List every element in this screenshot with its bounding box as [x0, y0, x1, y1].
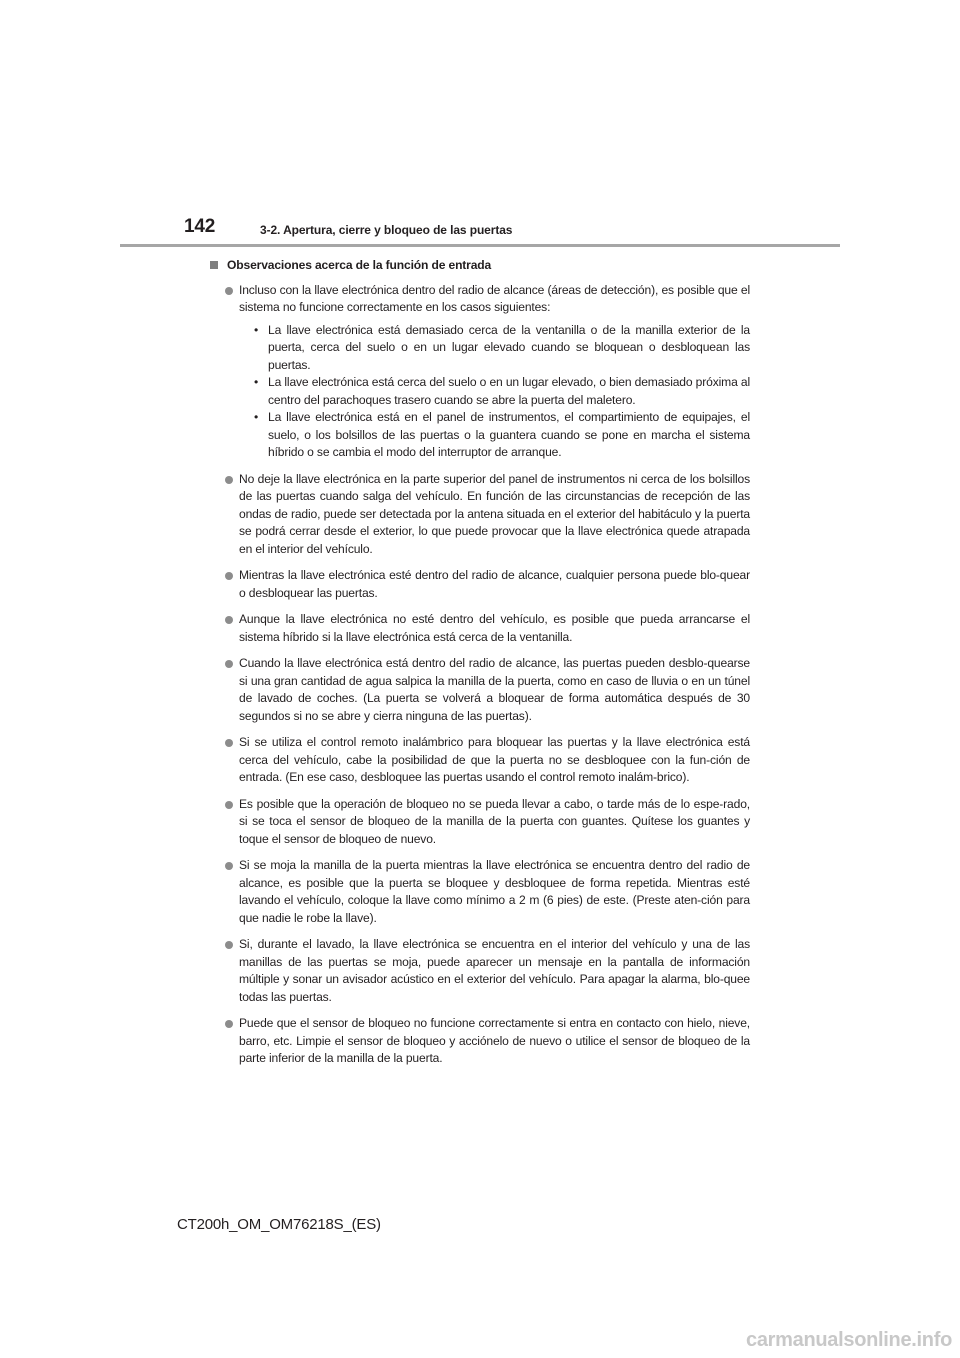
sub-item-text: La llave electrónica está demasiado cerca de la ventanilla o de la manilla exterior de la puerta, cerca del suelo o en un lugar elevado cuando se bloquean o desbloquean las puertas.	[268, 322, 750, 372]
item-text: Incluso con la llave electrónica dentro del radio de alcance (áreas de detección), es posible que el sistema no funcione correctamente en los casos siguientes:	[239, 282, 750, 314]
header-divider	[120, 244, 840, 247]
circle-bullet-icon	[225, 1020, 233, 1028]
circle-bullet-icon	[225, 660, 233, 668]
circle-bullet-icon	[225, 941, 233, 949]
list-item	[210, 655, 750, 725]
square-bullet-icon	[210, 261, 218, 269]
sub-list-item	[253, 322, 750, 375]
sub-list-item	[253, 374, 750, 409]
subheading-text: Observaciones acerca de la función de entrada	[227, 258, 492, 272]
circle-bullet-icon	[225, 616, 233, 624]
list-item	[210, 567, 750, 602]
sub-bullet: •	[254, 375, 259, 389]
document-code: CT200h_OM_OM76218S_(ES)	[177, 1216, 381, 1233]
subheading	[210, 257, 750, 275]
item-text: Aunque la llave electrónica no esté dentro del vehículo, es posible que pueda arrancarse el sistema híbrido si la llave electrónica está cerca de la ventanilla.	[239, 612, 750, 644]
item-text: Cuando la llave electrónica está dentro del radio de alcance, las puertas pueden desblo-quearse si una gran cantidad de agua salpica la manilla de la puerta, como en caso de lluvia o en un túnel de lavado de coches. (La puerta se volverá a bloquear de forma automática después de 30 segundos si no se abre y cierra ninguna de las puertas).	[239, 656, 750, 723]
list-item	[210, 282, 750, 462]
watermark: carmanualsonline.info	[746, 1329, 952, 1351]
item-text: Puede que el sensor de bloqueo no funcione correctamente si entra en contacto con hielo, nieve, barro, etc. Limpie el sensor de bloqueo y acciónelo de nuevo o utilice el sensor de bloqueo de la parte inferior de la manilla de la puerta.	[239, 1016, 750, 1065]
list-item	[210, 857, 750, 927]
sub-list	[239, 322, 750, 462]
sub-item-text: La llave electrónica está cerca del suelo o en un lugar elevado, o bien demasiado próxima al centro del parachoques trasero cuando se abre la puerta del maletero.	[268, 375, 750, 407]
circle-bullet-icon	[225, 801, 233, 809]
list-item	[210, 1015, 750, 1068]
list-item	[210, 611, 750, 646]
circle-bullet-icon	[225, 862, 233, 870]
sub-item-text: La llave electrónica está en el panel de instrumentos, el compartimiento de equipajes, el suelo, o los bolsillos de las puertas o la guantera cuando se pone en marcha el sistema híbrido o se cambia el modo del interruptor de arranque.	[268, 410, 750, 459]
list-item	[210, 734, 750, 787]
section-title: 3-2. Apertura, cierre y bloqueo de las puertas	[260, 223, 513, 237]
item-text: No deje la llave electrónica en la parte superior del panel de instrumentos ni cerca de los bolsillos de las puertas cuando salga del vehículo. En función de las circunstancias de recepción de las ondas de radio, puede ser detectada por la antena situada en el exterior del habitáculo y la puerta se podrá cerrar desde el exterior, lo que puede provocar que la llave electrónica quede atrapada en el interior del vehículo.	[239, 471, 750, 556]
content-area	[210, 257, 750, 1077]
list-item	[210, 936, 750, 1006]
circle-bullet-icon	[225, 476, 233, 484]
sub-list-item	[253, 409, 750, 462]
item-text: Mientras la llave electrónica esté dentro del radio de alcance, cualquier persona puede blo-quear o desbloquear las puertas.	[239, 568, 750, 600]
sub-bullet: •	[254, 322, 259, 337]
item-text: Si, durante el lavado, la llave electrónica se encuentra en el interior del vehículo y una de las manillas de las puertas se moja, puede aparecer un mensaje en la pantalla de información múltiple y sonar un avisador acústico en el exterior del vehículo. Para apagar la alarma, blo-quee todas las puertas.	[239, 937, 750, 1004]
page-number: 142	[184, 216, 216, 237]
circle-bullet-icon	[225, 572, 233, 580]
item-text: Es posible que la operación de bloqueo no se pueda llevar a cabo, o tarde más de lo espe-rado, si se toca el sensor de bloqueo de la manilla de la puerta con guantes. Quítese los guantes y toque el sensor de bloqueo de nuevo.	[239, 796, 750, 846]
circle-bullet-icon	[225, 287, 233, 295]
list-item	[210, 796, 750, 849]
list-item	[210, 471, 750, 559]
circle-bullet-icon	[225, 739, 233, 747]
item-text: Si se utiliza el control remoto inalámbrico para bloquear las puertas y la llave electrónica está cerca del vehículo, cabe la posibilidad de que la puerta no se desbloquee con la fun-ción de entrada. (En ese caso, desbloquee las puertas usando el control remoto inalám-brico).	[239, 735, 750, 784]
item-text: Si se moja la manilla de la puerta mientras la llave electrónica se encuentra dentro del radio de alcance, es posible que la puerta se bloquee y desbloquee de forma repetida. Mientras esté lavando el vehículo, coloque la llave como mínimo a 2 m (6 pies) de este. (Preste aten-ción para que nadie le robe la llave).	[239, 858, 750, 925]
sub-bullet: •	[254, 410, 259, 424]
